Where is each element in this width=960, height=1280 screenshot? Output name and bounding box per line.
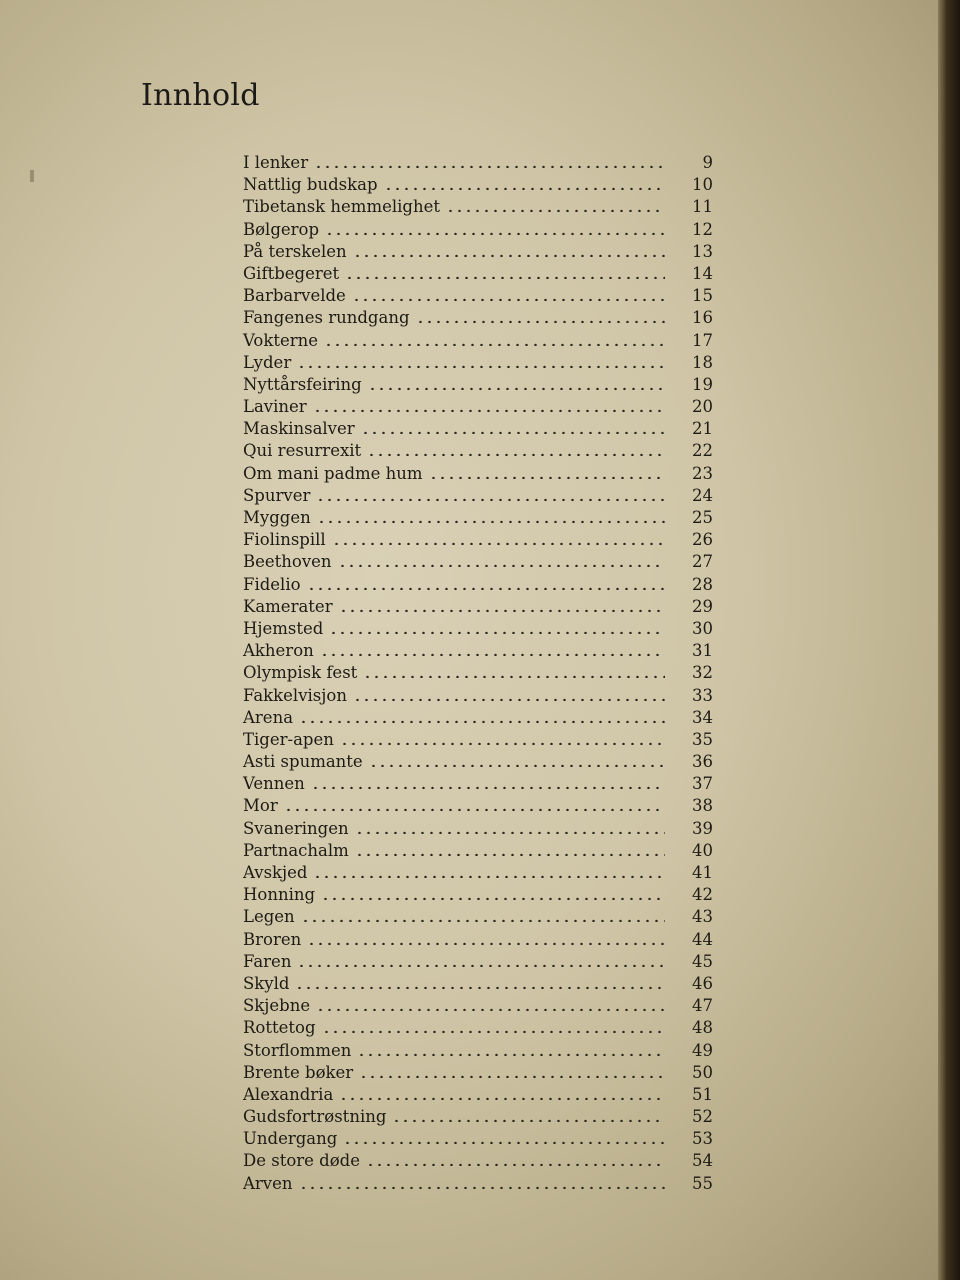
entry-page-number: 42 [692,885,713,905]
dot-leader [361,416,665,434]
entry-title: Fakkelvisjon [243,685,347,705]
toc-entry [243,949,713,971]
dot-leader [297,949,665,967]
dot-leader [317,505,665,523]
dot-leader [363,660,665,678]
entry-title: Beethoven [243,552,332,572]
entry-page-number: 10 [692,175,713,195]
page-edge [938,0,960,1280]
entry-page-number: 41 [692,863,713,882]
entry-page-number: 55 [692,1173,713,1193]
entry-page-number: 54 [692,1151,713,1171]
dot-leader [299,705,665,723]
entry-title: Rottetog [243,1018,316,1038]
toc-entry [243,1171,713,1193]
dot-leader [340,727,665,745]
dot-leader [368,372,665,390]
entry-title: Gudsfortrøstning [243,1107,387,1127]
toc-entry [243,217,713,239]
toc-entry [243,904,713,926]
dot-leader [339,1082,665,1100]
toc-entry [243,572,713,594]
entry-page-number: 50 [692,1062,713,1082]
dot-leader [366,1148,665,1166]
entry-title: På terskelen [243,241,347,261]
toc-entry [243,771,713,793]
entry-title: Skjebne [243,996,311,1016]
dot-leader [416,305,665,323]
page-mark [30,170,34,182]
entry-title: Nyttårsfeiring [243,374,362,394]
entry-title: Mor [243,796,278,816]
entry-page-number: 30 [692,618,713,638]
entry-title: Kamerater [243,596,333,616]
toc-entry [243,172,713,194]
entry-page-number: 28 [692,574,713,594]
toc-entry [243,372,713,394]
toc-entry [243,727,713,749]
toc-entry [243,328,713,350]
toc-entry [243,793,713,815]
entry-page-number: 49 [692,1040,713,1060]
toc-entry [243,860,713,882]
entry-page-number: 45 [692,951,713,971]
entry-title: Maskinsalver [243,419,355,439]
entry-title: Vokterne [243,330,319,350]
entry-title: Avskjed [243,863,308,882]
entry-title: Hjemsted [243,618,324,638]
dot-leader [314,150,665,168]
entry-title: Arven [243,1173,293,1193]
toc-entry [243,1060,713,1082]
dot-leader [353,239,665,257]
dot-leader [322,1015,665,1033]
toc-entry [243,1148,713,1170]
entry-title: Broren [243,929,302,949]
toc-entry [243,150,713,172]
toc-entry [243,749,713,771]
entry-page-number: 48 [692,1018,713,1038]
entry-page-number: 16 [692,308,713,328]
toc-entry [243,638,713,660]
entry-page-number: 13 [692,241,713,261]
toc-entry [243,705,713,727]
dot-leader [295,971,665,989]
dot-leader [357,1038,665,1056]
dot-leader [359,1060,665,1078]
dot-leader [307,572,665,590]
entry-title: Olympisk fest [243,663,358,683]
dot-leader [316,993,665,1011]
dot-leader [345,261,665,279]
entry-page-number: 53 [692,1129,713,1149]
table-of-contents [243,150,713,1193]
entry-page-number: 52 [692,1107,713,1127]
dot-leader [313,394,665,412]
entry-title: Storflommen [243,1040,352,1060]
entry-page-number: 32 [692,663,713,683]
dot-leader [384,172,665,190]
toc-entry [243,416,713,438]
entry-title: I lenker [243,153,309,172]
dot-leader [332,527,665,545]
toc-entry [243,239,713,261]
entry-page-number: 47 [692,996,713,1016]
entry-title: Svaneringen [243,818,349,838]
entry-title: Tiger-apen [243,729,334,749]
entry-title: Barbarvelde [243,286,346,306]
dot-leader [297,350,665,368]
entry-title: Laviner [243,397,307,417]
entry-title: Tibetansk hemmelighet [243,197,441,217]
entry-page-number: 27 [692,552,713,572]
entry-title: Myggen [243,508,311,527]
entry-title: Arena [243,707,294,727]
toc-entry [243,549,713,571]
entry-page-number: 17 [692,330,713,350]
toc-entry [243,438,713,460]
dot-leader [325,217,665,235]
dot-leader [284,793,665,811]
toc-entry [243,461,713,483]
entry-title: Om mani padme hum [243,463,423,483]
entry-page-number: 36 [692,752,713,772]
entry-page-number: 23 [692,463,713,483]
entry-title: Undergang [243,1129,338,1149]
toc-entry [243,527,713,549]
toc-entry [243,971,713,993]
entry-page-number: 25 [692,508,713,527]
entry-page-number: 29 [692,596,713,616]
entry-page-number: 24 [692,485,713,505]
entry-title: Brente bøker [243,1062,354,1082]
dot-leader [324,328,665,346]
entry-title: De store døde [243,1151,360,1171]
entry-page-number: 46 [692,973,713,993]
toc-entry [243,882,713,904]
dot-leader [320,638,665,656]
dot-leader [429,461,665,479]
dot-leader [316,483,665,501]
dot-leader [307,927,665,945]
entry-page-number: 20 [692,397,713,417]
entry-page-number: 33 [692,685,713,705]
entry-page-number: 38 [692,796,713,816]
entry-title: Lyder [243,352,292,372]
toc-entry [243,1038,713,1060]
entry-title: Akheron [243,641,314,661]
entry-title: Nattlig budskap [243,175,378,195]
entry-page-number: 44 [692,929,713,949]
entry-page-number: 51 [692,1084,713,1104]
toc-entry [243,305,713,327]
entry-title: Bølgerop [243,219,320,239]
dot-leader [329,616,665,634]
dot-leader [353,683,665,701]
toc-entry [243,838,713,860]
entry-title: Fidelio [243,574,301,594]
toc-entry [243,993,713,1015]
dot-leader [392,1104,665,1122]
entry-page-number: 9 [702,153,713,172]
dot-leader [313,860,665,878]
entry-title: Faren [243,951,292,971]
entry-page-number: 11 [692,197,713,217]
dot-leader [352,283,665,301]
entry-page-number: 34 [692,707,713,727]
entry-title: Honning [243,885,316,905]
dot-leader [355,816,665,834]
toc-entry [243,927,713,949]
toc-entry [243,1104,713,1126]
entry-page-number: 31 [692,641,713,661]
entry-title: Giftbegeret [243,263,340,283]
toc-entry [243,283,713,305]
entry-title: Spurver [243,485,311,505]
entry-page-number: 14 [692,263,713,283]
entry-page-number: 39 [692,818,713,838]
dot-leader [339,594,665,612]
dot-leader [367,438,665,456]
entry-title: Vennen [243,774,305,794]
entry-title: Fangenes rundgang [243,308,410,328]
toc-entry [243,1126,713,1148]
page-title: Innhold [141,78,260,113]
toc-entry [243,660,713,682]
toc-entry [243,683,713,705]
dot-leader [446,194,665,212]
dot-leader [321,882,665,900]
toc-entry [243,483,713,505]
entry-title: Legen [243,907,295,927]
entry-title: Asti spumante [243,752,363,772]
toc-entry [243,1015,713,1037]
entry-page-number: 26 [692,530,713,550]
entry-page-number: 21 [692,419,713,439]
toc-entry [243,816,713,838]
toc-entry [243,194,713,216]
entry-page-number: 18 [692,352,713,372]
toc-entry [243,616,713,638]
entry-page-number: 37 [692,774,713,794]
entry-page-number: 40 [692,840,713,860]
toc-entry [243,594,713,616]
entry-page-number: 43 [692,907,713,927]
toc-entry [243,350,713,372]
dot-leader [369,749,665,767]
dot-leader [338,549,665,567]
toc-entry [243,261,713,283]
entry-page-number: 15 [692,286,713,306]
entry-title: Alexandria [243,1084,334,1104]
toc-entry [243,394,713,416]
entry-title: Fiolinspill [243,530,326,550]
entry-page-number: 19 [692,374,713,394]
dot-leader [301,904,665,922]
entry-title: Skyld [243,973,290,993]
dot-leader [311,771,665,789]
dot-leader [299,1171,665,1189]
dot-leader [355,838,665,856]
toc-entry [243,505,713,527]
dot-leader [343,1126,665,1144]
entry-title: Qui resurrexit [243,441,362,461]
entry-page-number: 35 [692,729,713,749]
toc-entry [243,1082,713,1104]
entry-page-number: 12 [692,219,713,239]
entry-page-number: 22 [692,441,713,461]
entry-title: Partnachalm [243,840,349,860]
